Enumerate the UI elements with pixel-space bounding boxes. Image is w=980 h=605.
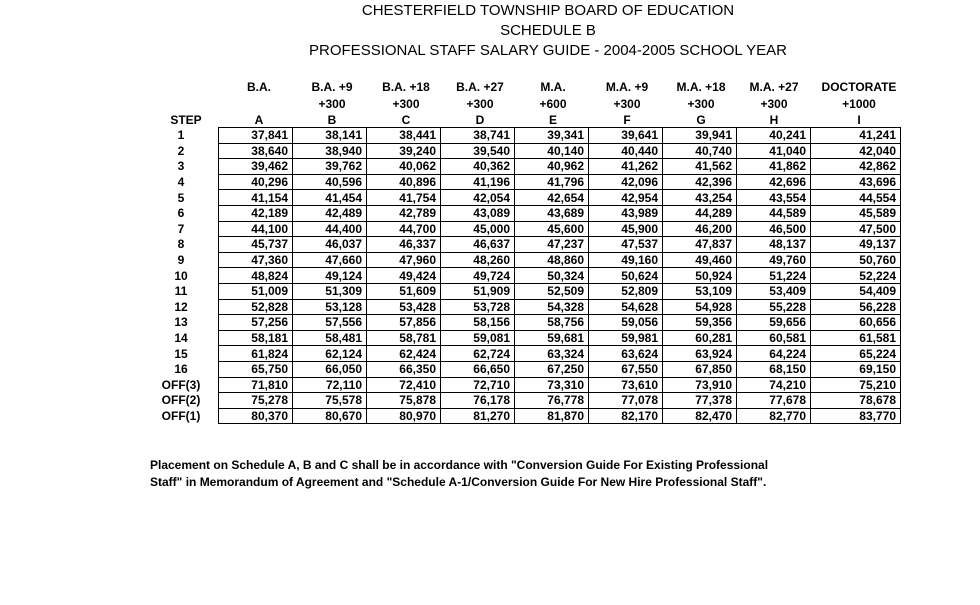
step-cell: 16 xyxy=(174,362,188,377)
table-row xyxy=(150,205,901,221)
salary-cell: 59,056 xyxy=(589,315,663,331)
salary-cell: 50,924 xyxy=(663,268,737,284)
table-row xyxy=(150,283,901,299)
salary-cell: 63,324 xyxy=(515,346,589,362)
salary-cell: 41,796 xyxy=(515,174,589,190)
salary-cell: 51,909 xyxy=(441,283,515,299)
salary-cell: 66,650 xyxy=(441,361,515,377)
salary-cell: 81,270 xyxy=(441,408,515,424)
step-cell: 14 xyxy=(174,331,188,346)
salary-cell: 43,689 xyxy=(515,205,589,221)
table-row xyxy=(150,299,901,315)
salary-cell: 46,200 xyxy=(663,221,737,237)
note-line-1: Placement on Schedule A, B and C shall be in accordance with "Conversion Guide For Existing Professional xyxy=(150,458,769,472)
salary-cell: 40,362 xyxy=(441,159,515,175)
step-header: STEP xyxy=(170,113,202,127)
salary-cell: 53,128 xyxy=(293,299,367,315)
note-line-2: Staff" in Memorandum of Agreement and "Schedule A-1/Conversion Guide For New Hire Professional Staff". xyxy=(150,475,767,489)
salary-cell: 49,760 xyxy=(737,252,811,268)
salary-cell: 53,728 xyxy=(441,299,515,315)
schedule-label: SCHEDULE B xyxy=(500,22,596,39)
salary-cell: 41,262 xyxy=(589,159,663,175)
salary-cell: 39,240 xyxy=(367,143,441,159)
salary-cell: 42,654 xyxy=(515,190,589,206)
salary-cell: 61,824 xyxy=(219,346,293,362)
salary-cell: 41,241 xyxy=(811,128,901,144)
column-degree-e: M.A. xyxy=(540,80,566,94)
table-row xyxy=(150,315,901,331)
salary-cell: 53,109 xyxy=(663,283,737,299)
salary-cell: 71,810 xyxy=(219,377,293,393)
table-row xyxy=(150,346,901,362)
salary-cell: 42,696 xyxy=(737,174,811,190)
salary-cell: 69,150 xyxy=(811,361,901,377)
salary-cell: 44,554 xyxy=(811,190,901,206)
salary-cell: 74,210 xyxy=(737,377,811,393)
salary-cell: 42,040 xyxy=(811,143,901,159)
salary-cell: 43,696 xyxy=(811,174,901,190)
salary-cell: 40,062 xyxy=(367,159,441,175)
salary-cell: 44,100 xyxy=(219,221,293,237)
salary-cell: 60,581 xyxy=(737,330,811,346)
salary-cell: 43,089 xyxy=(441,205,515,221)
salary-cell: 40,296 xyxy=(219,174,293,190)
salary-cell: 38,141 xyxy=(293,128,367,144)
salary-cell: 44,700 xyxy=(367,221,441,237)
salary-cell: 41,196 xyxy=(441,174,515,190)
salary-cell: 39,641 xyxy=(589,128,663,144)
salary-cell: 62,424 xyxy=(367,346,441,362)
salary-cell: 42,189 xyxy=(219,205,293,221)
salary-cell: 62,724 xyxy=(441,346,515,362)
salary-cell: 42,396 xyxy=(663,174,737,190)
salary-cell: 45,900 xyxy=(589,221,663,237)
salary-cell: 40,241 xyxy=(737,128,811,144)
step-cell: 1 xyxy=(177,128,185,143)
salary-cell: 47,960 xyxy=(367,252,441,268)
salary-cell: 64,224 xyxy=(737,346,811,362)
step-cell: 2 xyxy=(177,143,185,158)
salary-cell: 48,824 xyxy=(219,268,293,284)
salary-cell: 72,110 xyxy=(293,377,367,393)
salary-cell: 54,409 xyxy=(811,283,901,299)
salary-cell: 50,324 xyxy=(515,268,589,284)
salary-cell: 66,350 xyxy=(367,361,441,377)
salary-cell: 46,337 xyxy=(367,237,441,253)
salary-cell: 47,660 xyxy=(293,252,367,268)
table-row xyxy=(150,252,901,268)
salary-cell: 53,428 xyxy=(367,299,441,315)
salary-cell: 48,860 xyxy=(515,252,589,268)
salary-cell: 68,150 xyxy=(737,361,811,377)
salary-cell: 82,170 xyxy=(589,408,663,424)
step-cell: 15 xyxy=(174,346,188,361)
salary-cell: 40,596 xyxy=(293,174,367,190)
salary-cell: 42,489 xyxy=(293,205,367,221)
salary-cell: 41,562 xyxy=(663,159,737,175)
salary-cell: 75,878 xyxy=(367,393,441,409)
salary-cell: 40,962 xyxy=(515,159,589,175)
salary-cell: 50,760 xyxy=(811,252,901,268)
salary-cell: 46,500 xyxy=(737,221,811,237)
column-letter-h: H xyxy=(769,113,779,127)
salary-cell: 81,870 xyxy=(515,408,589,424)
document-subtitle: PROFESSIONAL STAFF SALARY GUIDE - 2004-2005 SCHOOL YEAR xyxy=(309,42,787,59)
salary-cell: 52,224 xyxy=(811,268,901,284)
salary-cell: 76,178 xyxy=(441,393,515,409)
step-cell: 11 xyxy=(174,284,188,299)
step-cell: 12 xyxy=(174,299,188,314)
salary-cell: 42,789 xyxy=(367,205,441,221)
salary-cell: 55,228 xyxy=(737,299,811,315)
salary-table xyxy=(150,127,901,424)
salary-cell: 76,778 xyxy=(515,393,589,409)
table-row xyxy=(150,377,901,393)
salary-cell: 51,309 xyxy=(293,283,367,299)
salary-cell: 63,924 xyxy=(663,346,737,362)
column-degree-i: DOCTORATE xyxy=(821,80,897,94)
table-row xyxy=(150,128,901,144)
salary-cell: 72,710 xyxy=(441,377,515,393)
salary-cell: 38,441 xyxy=(367,128,441,144)
salary-cell: 57,556 xyxy=(293,315,367,331)
step-cell: 8 xyxy=(177,237,185,252)
salary-cell: 59,356 xyxy=(663,315,737,331)
salary-cell: 39,540 xyxy=(441,143,515,159)
column-letter-d: D xyxy=(475,113,485,127)
column-increment-b: +300 xyxy=(318,97,346,111)
salary-cell: 60,656 xyxy=(811,315,901,331)
salary-cell: 65,224 xyxy=(811,346,901,362)
salary-cell: 42,096 xyxy=(589,174,663,190)
salary-cell: 39,341 xyxy=(515,128,589,144)
salary-cell: 52,828 xyxy=(219,299,293,315)
salary-cell: 45,600 xyxy=(515,221,589,237)
salary-cell: 58,781 xyxy=(367,330,441,346)
salary-cell: 40,896 xyxy=(367,174,441,190)
salary-cell: 44,400 xyxy=(293,221,367,237)
salary-cell: 82,470 xyxy=(663,408,737,424)
salary-cell: 41,454 xyxy=(293,190,367,206)
step-cell: 9 xyxy=(177,253,185,268)
column-letter-f: F xyxy=(623,113,631,127)
salary-cell: 61,581 xyxy=(811,330,901,346)
salary-cell: 83,770 xyxy=(811,408,901,424)
salary-cell: 60,281 xyxy=(663,330,737,346)
salary-cell: 77,678 xyxy=(737,393,811,409)
salary-cell: 49,724 xyxy=(441,268,515,284)
salary-cell: 51,009 xyxy=(219,283,293,299)
salary-cell: 41,862 xyxy=(737,159,811,175)
salary-cell: 49,424 xyxy=(367,268,441,284)
salary-cell: 73,310 xyxy=(515,377,589,393)
column-letter-b: B xyxy=(327,113,337,127)
table-row xyxy=(150,237,901,253)
salary-cell: 40,440 xyxy=(589,143,663,159)
table-row xyxy=(150,143,901,159)
salary-cell: 58,181 xyxy=(219,330,293,346)
placement-note xyxy=(150,457,870,491)
table-row xyxy=(150,221,901,237)
step-cell: OFF(1) xyxy=(161,408,201,423)
salary-cell: 62,124 xyxy=(293,346,367,362)
step-cell: 4 xyxy=(177,175,185,190)
column-increment-i: +1000 xyxy=(842,97,876,111)
table-row xyxy=(150,159,901,175)
salary-cell: 54,928 xyxy=(663,299,737,315)
salary-cell: 48,137 xyxy=(737,237,811,253)
salary-cell: 42,054 xyxy=(441,190,515,206)
salary-cell: 58,156 xyxy=(441,315,515,331)
salary-cell: 78,678 xyxy=(811,393,901,409)
step-cell: 7 xyxy=(177,221,185,236)
column-letter-i: I xyxy=(857,113,861,127)
column-letter-c: C xyxy=(401,113,411,127)
salary-cell: 37,841 xyxy=(219,128,293,144)
document-title: CHESTERFIELD TOWNSHIP BOARD OF EDUCATION xyxy=(361,2,735,19)
table-row xyxy=(150,330,901,346)
salary-cell: 59,981 xyxy=(589,330,663,346)
salary-cell: 58,481 xyxy=(293,330,367,346)
salary-cell: 75,578 xyxy=(293,393,367,409)
column-increment-c: +300 xyxy=(392,97,420,111)
salary-cell: 41,154 xyxy=(219,190,293,206)
column-letter-e: E xyxy=(548,113,557,127)
salary-cell: 73,910 xyxy=(663,377,737,393)
salary-cell: 40,140 xyxy=(515,143,589,159)
salary-cell: 77,078 xyxy=(589,393,663,409)
salary-cell: 77,378 xyxy=(663,393,737,409)
salary-cell: 47,237 xyxy=(515,237,589,253)
salary-cell: 47,537 xyxy=(589,237,663,253)
salary-cell: 43,554 xyxy=(737,190,811,206)
table-row xyxy=(150,268,901,284)
step-cell: OFF(3) xyxy=(161,377,201,392)
salary-cell: 49,160 xyxy=(589,252,663,268)
table-row xyxy=(150,361,901,377)
salary-cell: 67,250 xyxy=(515,361,589,377)
column-degree-d: B.A. +27 xyxy=(456,80,504,94)
salary-cell: 44,289 xyxy=(663,205,737,221)
column-increment-g: +300 xyxy=(687,97,715,111)
salary-cell: 54,328 xyxy=(515,299,589,315)
salary-cell: 56,228 xyxy=(811,299,901,315)
salary-cell: 39,941 xyxy=(663,128,737,144)
salary-cell: 49,460 xyxy=(663,252,737,268)
salary-cell: 44,589 xyxy=(737,205,811,221)
step-cell: 3 xyxy=(177,159,185,174)
table-row xyxy=(150,408,901,424)
salary-cell: 72,410 xyxy=(367,377,441,393)
salary-cell: 40,740 xyxy=(663,143,737,159)
column-increment-e: +600 xyxy=(539,97,567,111)
salary-cell: 47,500 xyxy=(811,221,901,237)
salary-cell: 75,278 xyxy=(219,393,293,409)
salary-cell: 45,589 xyxy=(811,205,901,221)
salary-cell: 38,741 xyxy=(441,128,515,144)
salary-cell: 82,770 xyxy=(737,408,811,424)
column-degree-b: B.A. +9 xyxy=(311,80,353,94)
column-letter-a: A xyxy=(254,113,264,127)
salary-cell: 80,370 xyxy=(219,408,293,424)
salary-cell: 39,762 xyxy=(293,159,367,175)
salary-cell: 49,124 xyxy=(293,268,367,284)
salary-cell: 38,940 xyxy=(293,143,367,159)
step-cell: OFF(2) xyxy=(161,393,201,408)
column-degree-c: B.A. +18 xyxy=(382,80,430,94)
column-degree-a: B.A. xyxy=(247,80,271,94)
salary-cell: 43,989 xyxy=(589,205,663,221)
salary-cell: 51,609 xyxy=(367,283,441,299)
salary-cell: 43,254 xyxy=(663,190,737,206)
salary-cell: 66,050 xyxy=(293,361,367,377)
salary-cell: 80,970 xyxy=(367,408,441,424)
salary-cell: 67,550 xyxy=(589,361,663,377)
salary-cell: 51,224 xyxy=(737,268,811,284)
salary-cell: 46,637 xyxy=(441,237,515,253)
salary-cell: 58,756 xyxy=(515,315,589,331)
salary-cell: 53,409 xyxy=(737,283,811,299)
salary-cell: 75,210 xyxy=(811,377,901,393)
salary-cell: 42,862 xyxy=(811,159,901,175)
salary-cell: 65,750 xyxy=(219,361,293,377)
salary-cell: 45,000 xyxy=(441,221,515,237)
column-letter-g: G xyxy=(696,113,706,127)
column-degree-g: M.A. +18 xyxy=(676,80,726,94)
table-row xyxy=(150,393,901,409)
salary-cell: 39,462 xyxy=(219,159,293,175)
salary-cell: 59,081 xyxy=(441,330,515,346)
salary-cell: 63,624 xyxy=(589,346,663,362)
salary-cell: 59,656 xyxy=(737,315,811,331)
salary-cell: 73,610 xyxy=(589,377,663,393)
table-row xyxy=(150,174,901,190)
salary-cell: 57,856 xyxy=(367,315,441,331)
column-increment-d: +300 xyxy=(466,97,494,111)
table-row xyxy=(150,190,901,206)
salary-cell: 41,040 xyxy=(737,143,811,159)
salary-cell: 47,837 xyxy=(663,237,737,253)
step-cell: 6 xyxy=(177,206,185,221)
column-increment-f: +300 xyxy=(613,97,641,111)
column-degree-h: M.A. +27 xyxy=(749,80,799,94)
salary-cell: 38,640 xyxy=(219,143,293,159)
salary-cell: 59,681 xyxy=(515,330,589,346)
salary-cell: 52,509 xyxy=(515,283,589,299)
salary-cell: 54,628 xyxy=(589,299,663,315)
salary-cell: 52,809 xyxy=(589,283,663,299)
column-degree-f: M.A. +9 xyxy=(605,80,649,94)
salary-cell: 49,137 xyxy=(811,237,901,253)
salary-cell: 47,360 xyxy=(219,252,293,268)
salary-cell: 80,670 xyxy=(293,408,367,424)
step-cell: 5 xyxy=(177,190,185,205)
step-cell: 13 xyxy=(174,315,188,330)
salary-cell: 46,037 xyxy=(293,237,367,253)
salary-cell: 41,754 xyxy=(367,190,441,206)
column-increment-h: +300 xyxy=(760,97,788,111)
salary-cell: 50,624 xyxy=(589,268,663,284)
salary-cell: 67,850 xyxy=(663,361,737,377)
salary-cell: 42,954 xyxy=(589,190,663,206)
salary-cell: 57,256 xyxy=(219,315,293,331)
step-cell: 10 xyxy=(174,268,188,283)
salary-cell: 48,260 xyxy=(441,252,515,268)
salary-cell: 45,737 xyxy=(219,237,293,253)
